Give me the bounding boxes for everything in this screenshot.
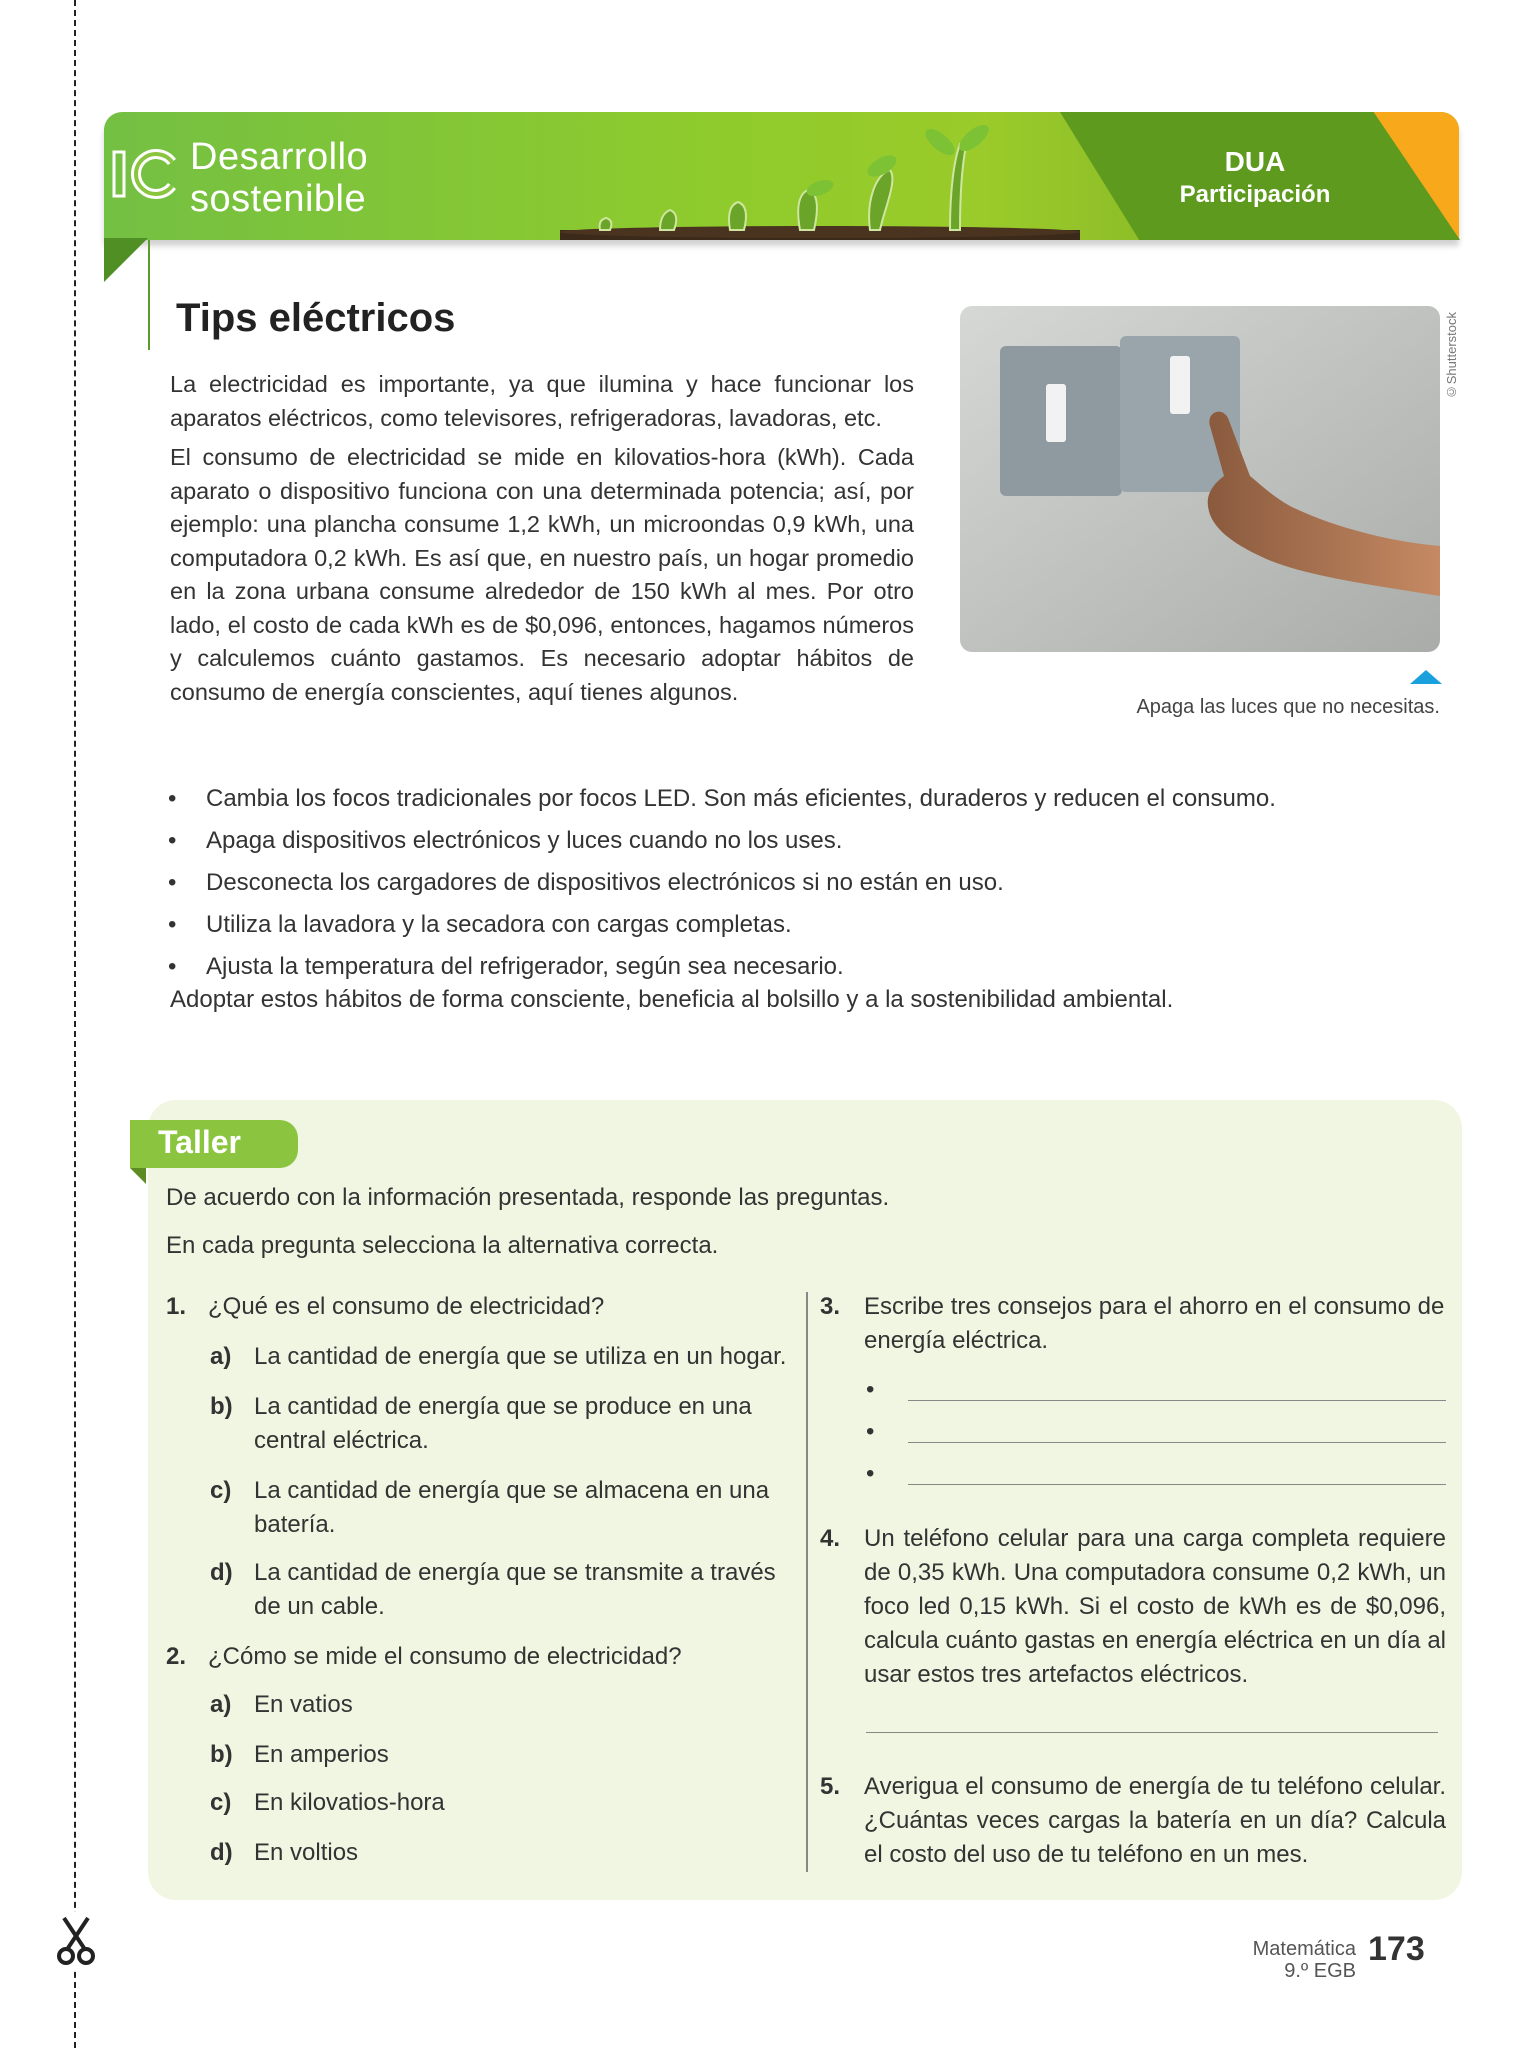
dua-label: DUA [1224,146,1286,177]
option-text: En vatios [254,1691,353,1718]
tip-item: • Desconecta los cargadores de dispositivos electrónicos si no están en uso. [168,862,1408,904]
option-text: En amperios [254,1741,389,1768]
option-letter: c) [210,1477,232,1504]
option-text: En voltios [254,1839,359,1866]
tip-item: • Cambia los focos tradicionales por focos LED. Son más eficientes, duraderos y reducen el consumo. [168,778,1408,820]
option-letter: a) [210,1691,232,1718]
option-letter: b) [210,1393,233,1420]
answer-bullet: • [866,1418,875,1445]
option-text: La cantidad de energía que se transmite a través de un cable. [254,1559,776,1620]
instruction-2: En cada pregunta selecciona la alternativa correcta. [166,1232,719,1259]
footer-grade: 9.º EGB [1284,1960,1356,1982]
closing-text: Adoptar estos hábitos de forma consciente, beneficia al bolsillo y a la sostenibilidad ambiental. [170,986,1174,1013]
sprouts-illustration [560,118,1080,240]
banner-fold [104,238,148,282]
question-text: ¿Qué es el consumo de electricidad? [208,1293,605,1320]
question-text: ¿Cómo se mide el consumo de electricidad? [208,1643,682,1670]
option-text: La cantidad de energía que se utiliza en un hogar. [254,1343,787,1370]
ic-logo-icon [112,148,178,200]
page-number: 173 [1368,1930,1425,1968]
option-text: La cantidad de energía que se almacena en una batería. [254,1477,770,1538]
tips-list [168,778,1408,988]
question-text: Un teléfono celular para una carga completa requiere de 0,35 kWh. Una computadora consume 0,2 kWh, un foco led 0,15 kWh. Si el costo de kWh es de $0,096, calcula cuánto gastas en energía eléctrica en un día al usar estos tres artefactos eléctricos. [864,1525,1446,1688]
caption-arrow-icon [1410,670,1442,684]
answer-line[interactable] [908,1442,1446,1443]
question-number: 2. [166,1643,187,1670]
option-text: La cantidad de energía que se produce en una central eléctrica. [254,1393,752,1454]
dua-sublabel: Participación [1179,181,1331,208]
intro-text [170,368,914,715]
column-divider [806,1292,808,1872]
answer-bullet: • [866,1376,875,1403]
light-switch-photo [960,306,1440,652]
page-title: Tips eléctricos [176,296,456,340]
intro-paragraph-1: La electricidad es importante, ya que ilumina y hace funcionar los aparatos eléctricos, como televisores, refrigeradoras, lavadoras, etc. [170,371,914,431]
question-number: 5. [820,1773,841,1800]
option-letter: a) [210,1343,232,1370]
question-number: 4. [820,1525,841,1552]
question-number: 1. [166,1293,187,1320]
instruction-1: De acuerdo con la información presentada, responde las preguntas. [166,1184,890,1211]
question-text: Averigua el consumo de energía de tu teléfono celular. ¿Cuántas veces cargas la batería en un día? Calcula el costo del uso de tu teléfono en un mes. [864,1773,1446,1868]
taller-label: Taller [158,1124,241,1160]
tip-item: • Ajusta la temperatura del refrigerador, según sea necesario. [168,946,1408,988]
footer-subject-name: Matemática [1252,1938,1356,1960]
intro-paragraph-2: El consumo de electricidad se mide en kilovatios-hora (kWh). Cada aparato o dispositivo funciona con una determinada potencia; así, por ejemplo: una plancha consume 1,2 kWh, un microondas 0,9 kWh, una computadora 0,2 kWh. Es así que, en nuestro país, un hogar promedio en la zona urbana consume alrededor de 150 kWh al mes. Por otro lado, el costo de cada kWh es de $0,096, entonces, hagamos números y calculemos cuánto gastamos. Es necesario adoptar hábitos de consumo de energía conscientes, aquí tienes algunos. [170,444,914,705]
cut-line [74,0,76,2048]
photo-credit: ©Shutterstock [1444,312,1459,400]
section-title-line1: Desarrollo [190,136,369,178]
option-letter: d) [210,1839,233,1866]
footer-subject [1196,1938,1356,1982]
taller-tab-fold [130,1168,146,1184]
section-title [190,136,368,220]
title-rule [148,240,150,350]
option-text: En kilovatios-hora [254,1789,445,1816]
answer-line[interactable] [866,1732,1438,1733]
section-title-line2: sostenible [190,178,367,220]
answer-line[interactable] [908,1400,1446,1401]
option-letter: c) [210,1789,232,1816]
scissors-icon [56,1912,96,1968]
option-letter: d) [210,1559,233,1586]
answer-line[interactable] [908,1484,1446,1485]
answer-bullet: • [866,1460,875,1487]
tip-item: • Apaga dispositivos electrónicos y luces cuando no los uses. [168,820,1408,862]
question-text: Escribe tres consejos para el ahorro en el consumo de energía eléctrica. [864,1293,1445,1354]
option-letter: b) [210,1741,233,1768]
question-number: 3. [820,1293,841,1320]
tip-item: • Utiliza la lavadora y la secadora con cargas completas. [168,904,1408,946]
photo-caption: Apaga las luces que no necesitas. [1136,696,1440,718]
